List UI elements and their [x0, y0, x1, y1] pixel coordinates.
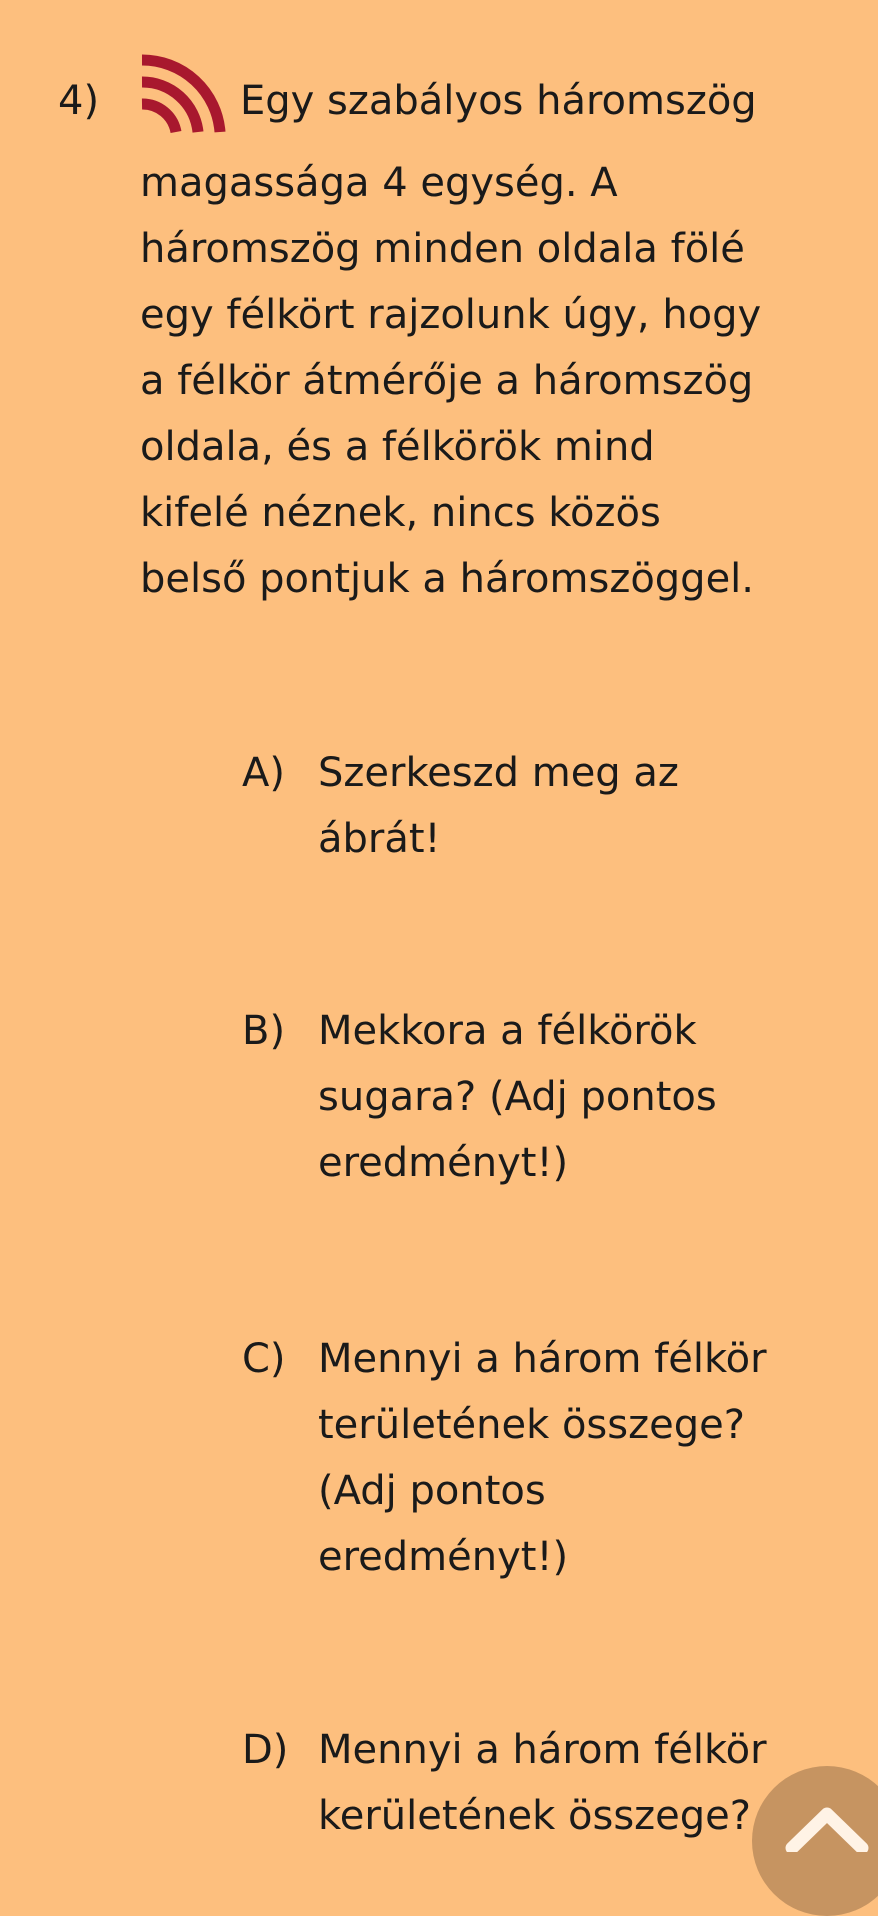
problem-body-line: belső pontjuk a háromszöggel.	[140, 556, 755, 602]
subquestion-line: eredményt!)	[318, 1534, 569, 1580]
subquestion-line: sugara? (Adj pontos	[318, 1074, 717, 1120]
subquestion-line: Mennyi a három félkör	[318, 1727, 767, 1773]
subquestion-letter: B)	[242, 1008, 286, 1054]
problem-body-line: magassága 4 egység. A	[140, 160, 618, 206]
subquestion-text	[318, 998, 878, 1196]
problem-body-line: kifelé néznek, nincs közös	[140, 490, 661, 536]
problem-first-line: Egy szabályos háromszög	[240, 78, 757, 124]
subquestion-line: Mekkora a félkörök	[318, 1008, 697, 1054]
subquestion-text	[318, 740, 878, 872]
subquestion-letter: D)	[242, 1727, 289, 1773]
problem-body	[140, 150, 840, 612]
problem-body-line: a félkör átmérője a háromszög	[140, 358, 754, 404]
subquestion-text	[318, 1326, 878, 1590]
chevron-up-icon	[772, 1792, 878, 1852]
subquestion-line: területének összege?	[318, 1402, 745, 1448]
subquestion-line: kerületének összege?	[318, 1793, 751, 1839]
problem-number: 4)	[58, 78, 100, 124]
problem-body-line: oldala, és a félkörök mind	[140, 424, 655, 470]
subquestion-line: Szerkeszd meg az	[318, 750, 679, 796]
subquestion-line: eredményt!)	[318, 1140, 569, 1186]
subquestion-line: (Adj pontos	[318, 1468, 546, 1514]
subquestion-line: Mennyi a három félkör	[318, 1336, 767, 1382]
problem-body-line: egy félkört rajzolunk úgy, hogy	[140, 292, 762, 338]
subquestion-letter: C)	[242, 1336, 286, 1382]
signal-icon	[136, 52, 228, 134]
problem-body-line: háromszög minden oldala fölé	[140, 226, 745, 272]
subquestion-letter: A)	[242, 750, 285, 796]
subquestion-line: ábrát!	[318, 816, 441, 862]
